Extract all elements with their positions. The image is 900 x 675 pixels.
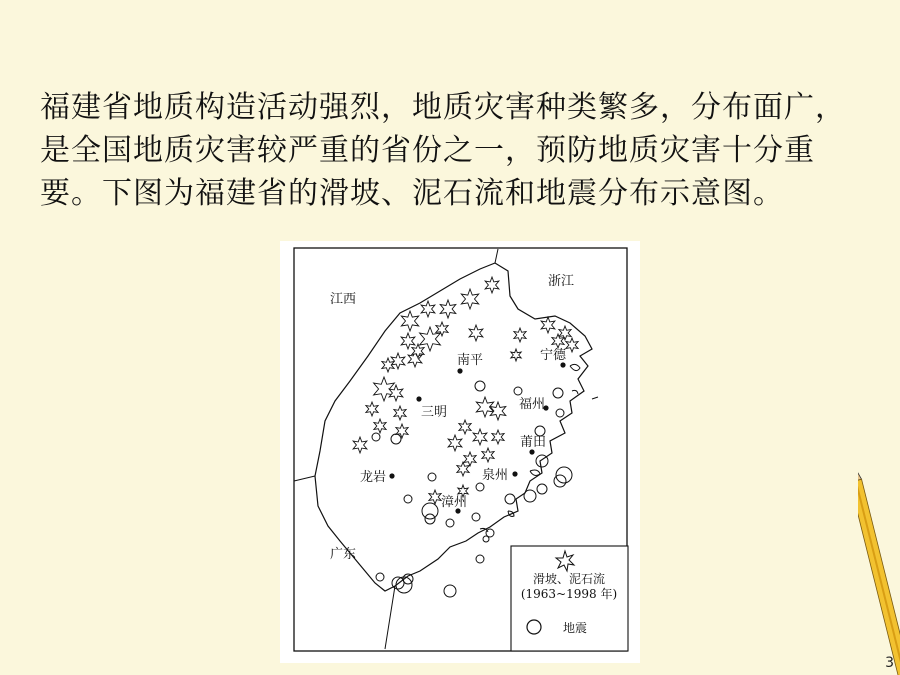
label-zhangzhou: 漳州 bbox=[441, 495, 468, 510]
label-zhejiang: 浙江 bbox=[548, 274, 575, 289]
map-svg bbox=[280, 241, 640, 663]
pencil-icon bbox=[858, 470, 900, 675]
label-guangdong: 广东 bbox=[330, 547, 357, 562]
label-fuzhou: 福州 bbox=[519, 397, 546, 412]
page-number: 3 bbox=[885, 655, 894, 671]
city-dot-sanming bbox=[416, 396, 421, 401]
label-jiangxi: 江西 bbox=[330, 292, 357, 307]
label-ningde: 宁德 bbox=[540, 348, 567, 363]
map-legend bbox=[511, 546, 628, 651]
legend-landslide-label: 滑坡、泥石流 bbox=[532, 572, 606, 586]
legend-circle-icon bbox=[527, 620, 541, 634]
label-nanping: 南平 bbox=[457, 353, 484, 368]
city-dot-putian bbox=[529, 449, 534, 454]
fujian-hazard-map bbox=[280, 241, 640, 663]
city-dot-nanping bbox=[457, 368, 462, 373]
legend-landslide-years: (1963~1998 年) bbox=[520, 587, 618, 601]
label-sanming: 三明 bbox=[421, 405, 448, 420]
label-quanzhou: 泉州 bbox=[482, 468, 509, 483]
label-putian: 莆田 bbox=[520, 435, 547, 450]
city-dot-longyan bbox=[389, 473, 394, 478]
label-longyan: 龙岩 bbox=[360, 470, 387, 485]
city-dot-ningde bbox=[560, 362, 565, 367]
legend-earthquake-label: 地震 bbox=[563, 621, 588, 635]
city-dot-quanzhou bbox=[512, 471, 517, 476]
slide-paragraph: 福建省地质构造活动强烈，地质灾害种类繁多，分布面广，是全国地质灾害较严重的省份之一，预防地质灾害十分重要。下图为福建省的滑坡、泥石流和地震分布示意图。 bbox=[40, 90, 846, 211]
